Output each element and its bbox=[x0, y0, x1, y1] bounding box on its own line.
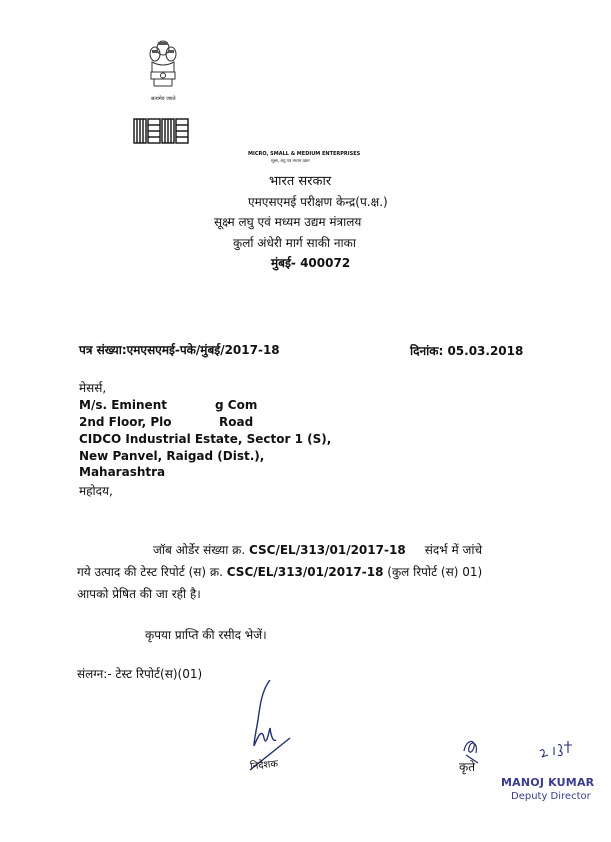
report-number: CSC/EL/313/01/2017-18 bbox=[226, 565, 384, 579]
request-receipt-line: कृपया प्राप्ति की रसीद भेजें। bbox=[145, 628, 267, 642]
emblem-caption: सत्यमेव जयते bbox=[151, 96, 176, 102]
address-line: 2nd Floor, Plo bbox=[79, 415, 172, 429]
header-city-pin: मुंबई- 400072 bbox=[271, 256, 351, 270]
header-testing-centre: एमएसएमई परीक्षण केन्द्र(प.क्ष.) bbox=[248, 195, 388, 209]
msme-full-name-hindi: सूक्ष्म, लघु एवं मध्यम उद्यम bbox=[271, 158, 310, 163]
letter-reference: पत्र संख्या:एमएसएमई-पके/मुंबई/2017-18 bbox=[79, 343, 280, 357]
letter-date: दिनांक: 05.03.2018 bbox=[410, 344, 524, 358]
address-line: New Panvel, Raigad (Dist.), bbox=[79, 449, 265, 463]
address-line: Road bbox=[219, 415, 254, 429]
national-emblem-icon bbox=[146, 38, 180, 104]
job-order-number: CSC/EL/313/01/2017-18 bbox=[248, 543, 406, 557]
signatory-name: MANOJ KUMAR bbox=[501, 776, 595, 789]
salutation: मेसर्स, bbox=[79, 381, 107, 395]
header-ministry: सूक्ष्म लघु एवं मध्यम उद्यम मंत्रालय bbox=[214, 215, 362, 229]
deputy-signature-icon bbox=[462, 733, 582, 765]
body-paragraph-line bbox=[77, 563, 482, 580]
address-line: g Com bbox=[215, 398, 258, 412]
body-text: (कुल रिपोर्ट (स) 01) bbox=[387, 565, 483, 579]
enclosure-line: संलग्न:- टेस्ट रिपोर्ट(स)(01) bbox=[77, 667, 203, 681]
body-paragraph-line: आपको प्रेषित की जा रही है। bbox=[77, 587, 201, 601]
address-line: Maharashtra bbox=[79, 465, 166, 479]
address-line: M/s. Eminent bbox=[79, 398, 167, 412]
address-line: CIDCO Industrial Estate, Sector 1 (S), bbox=[79, 432, 332, 446]
body-text: संदर्भ में जांचे bbox=[424, 543, 483, 557]
msme-logo-icon bbox=[132, 116, 192, 146]
director-label: निदेशक bbox=[249, 758, 279, 773]
header-address-road: कुर्ला अंधेरी मार्ग साकी नाका bbox=[233, 236, 356, 250]
signatory-designation: Deputy Director bbox=[511, 791, 591, 802]
greeting: महोदय, bbox=[79, 484, 113, 498]
msme-full-name: MICRO, SMALL & MEDIUM ENTERPRISES bbox=[248, 151, 361, 157]
body-text: जॉब ओर्डेर संख्या क्र. bbox=[153, 543, 246, 557]
header-govt-of-india: भारत सरकार bbox=[269, 174, 332, 189]
body-paragraph-line bbox=[153, 541, 482, 558]
body-text: गये उत्पाद की टेस्ट रिपोर्ट (स) क्र. bbox=[77, 565, 223, 579]
krite-label: कृते bbox=[459, 760, 476, 774]
